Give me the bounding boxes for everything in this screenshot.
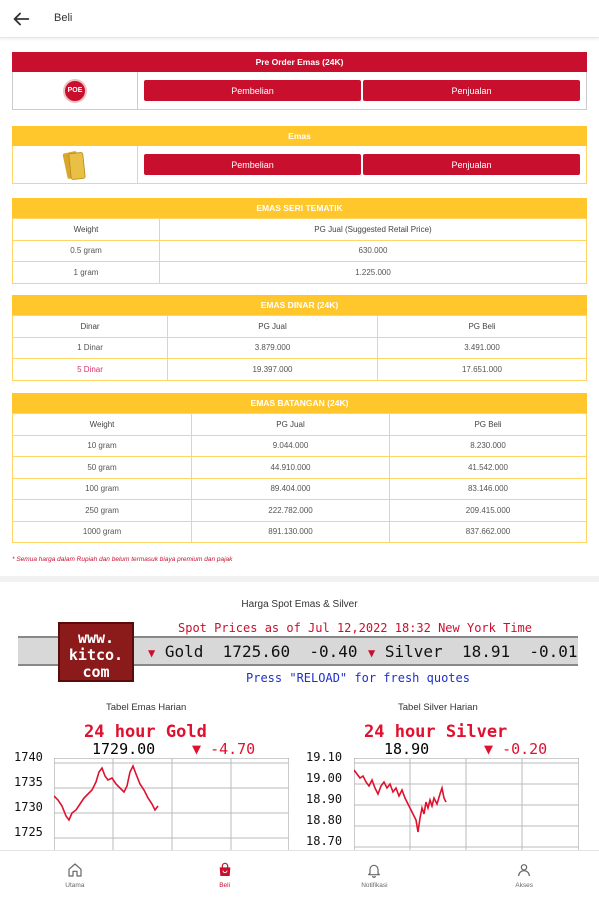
kitco-logo-line: www. [77,629,115,647]
column-header: Dinar [13,316,168,338]
gold-chart-plot [54,758,289,850]
gold-chart-price: 1729.00 [92,740,156,758]
tab-beli[interactable] [150,851,300,900]
arrow-left-icon[interactable] [10,8,32,30]
table-cell: 891.130.000 [192,521,390,543]
tab-label: Akses [515,882,533,889]
table-row [13,337,587,359]
emas-row [12,146,587,184]
table-cell: 17.651.000 [378,359,587,381]
dinar-header: EMAS DINAR (24K) [12,295,587,315]
tab-utama[interactable] [0,851,150,900]
tab-label: Beli [219,882,231,889]
silver-chart-plot [354,758,579,850]
emas-header: Emas [12,126,587,146]
silver-chart-change [484,740,547,758]
tab-akses[interactable] [449,851,599,900]
spot-title: Harga Spot Emas & Silver [241,599,358,610]
seri-tematik-section [12,198,587,284]
table-row [13,500,587,522]
gold-price: 1725.60 [222,642,291,661]
preorder-logo-cell [13,72,138,109]
y-tick: 18.70 [306,834,343,848]
tab-label: Utama [65,882,85,889]
home-icon [67,862,83,878]
tab-label: Notifikasi [361,882,388,889]
column-header: Weight [13,414,192,436]
dinar-table [12,315,587,381]
price-note: * Semua harga dalam Rupiah dan belum termasuk biaya premium dan pajak [12,556,233,563]
page-title: Beli [54,12,73,24]
spot-timestamp: Spot Prices as of Jul 12,2022 18:32 New York Time [178,621,533,635]
kitco-spot-banner[interactable] [18,618,578,688]
column-header: PG Jual [168,316,378,338]
column-header: PG Beli [390,414,587,436]
gold-bar-icon [62,150,88,180]
y-tick: 1730 [14,800,43,814]
batangan-section [12,393,587,543]
emas-section [12,126,587,184]
table-cell: 0.5 gram [13,240,160,262]
section-divider [0,576,599,582]
table-row [13,521,587,543]
table-cell: 630.000 [160,240,587,262]
column-header: PG Jual [192,414,390,436]
table-cell: 100 gram [13,478,192,500]
table-row [13,435,587,457]
dinar-section [12,295,587,381]
table-cell: 44.910.000 [192,457,390,479]
table-cell: 89.404.000 [192,478,390,500]
silver-quote [368,642,578,661]
silver-chart-price: 18.90 [384,740,430,758]
table-row [13,359,587,381]
table-row [13,262,587,284]
silver-label: Silver [384,642,443,661]
table-cell: 5 Dinar [13,359,168,381]
silver-chart [302,720,587,850]
bottom-nav [0,850,599,900]
emas-buttons [138,146,586,183]
down-triangle-icon: ▼ [368,646,376,660]
gold-change-value: -4.70 [210,740,256,758]
emas-buy-button[interactable]: Pembelian [144,154,361,175]
table-cell: 1.225.000 [160,262,587,284]
column-header: PG Jual (Suggested Retail Price) [160,219,587,241]
gold-chart-change [192,740,255,758]
y-tick: 1735 [14,775,43,789]
gold-label: Gold [164,642,204,661]
preorder-section [12,52,587,110]
kitco-logo [58,622,134,682]
table-cell: 10 gram [13,435,192,457]
y-tick: 1725 [14,825,43,839]
table-cell: 209.415.000 [390,500,587,522]
silver-change-value: -0.20 [502,740,548,758]
column-header: PG Beli [378,316,587,338]
table-header-row [13,316,587,338]
table-row [13,240,587,262]
batangan-table [12,413,587,543]
silver-change: -0.01 [529,642,578,661]
silver-price: 18.91 [461,642,511,661]
table-row [13,478,587,500]
tab-notifikasi[interactable] [300,851,450,900]
table-row [13,457,587,479]
gold-quote [148,642,358,661]
table-cell: 83.146.000 [390,478,587,500]
shopping-bag-icon [217,862,233,878]
batangan-header: EMAS BATANGAN (24K) [12,393,587,413]
table-cell: 837.662.000 [390,521,587,543]
table-cell: 3.491.000 [378,337,587,359]
y-tick: 18.80 [306,813,343,827]
table-cell: 50 gram [13,457,192,479]
silver-chart-title: Tabel Silver Harian [398,702,478,713]
y-tick: 18.90 [306,792,343,806]
gold-chart-headline: 24 hour Gold [84,722,207,742]
user-icon [516,862,532,878]
down-triangle-icon: ▼ [192,740,202,758]
table-cell: 1 Dinar [13,337,168,359]
table-cell: 1000 gram [13,521,192,543]
gold-chart [12,720,292,850]
app-bar [0,0,599,38]
y-tick: 1740 [14,750,43,764]
table-cell: 3.879.000 [168,337,378,359]
y-tick: 19.00 [306,771,343,785]
seri-tematik-header: EMAS SERI TEMATIK [12,198,587,218]
table-cell: 19.397.000 [168,359,378,381]
preorder-sell-button[interactable]: Penjualan [363,80,580,101]
table-header-row [13,414,587,436]
emas-sell-button[interactable]: Penjualan [363,154,580,175]
kitco-logo-line: kitco. [68,646,124,664]
down-triangle-icon: ▼ [484,740,494,758]
table-cell: 8.230.000 [390,435,587,457]
reload-hint: Press "RELOAD" for fresh quotes [246,671,470,685]
column-header: Weight [13,219,160,241]
preorder-buttons [138,72,586,109]
gold-change: -0.40 [309,642,358,661]
gold-chart-title: Tabel Emas Harian [106,702,187,713]
preorder-header: Pre Order Emas (24K) [12,52,587,72]
table-cell: 222.782.000 [192,500,390,522]
kitco-logo-line: com [82,663,110,681]
table-cell: 9.044.000 [192,435,390,457]
table-header-row [13,219,587,241]
seri-tematik-table [12,218,587,284]
bell-icon [366,862,382,878]
table-cell: 250 gram [13,500,192,522]
poe-logo: POE [63,79,87,103]
table-cell: 41.542.000 [390,457,587,479]
content-scroll[interactable] [0,42,599,850]
emas-logo-cell [13,146,138,183]
silver-chart-headline: 24 hour Silver [364,722,508,742]
preorder-buy-button[interactable]: Pembelian [144,80,361,101]
down-triangle-icon: ▼ [148,646,156,660]
preorder-row [12,72,587,110]
table-cell: 1 gram [13,262,160,284]
y-tick: 19.10 [306,750,343,764]
